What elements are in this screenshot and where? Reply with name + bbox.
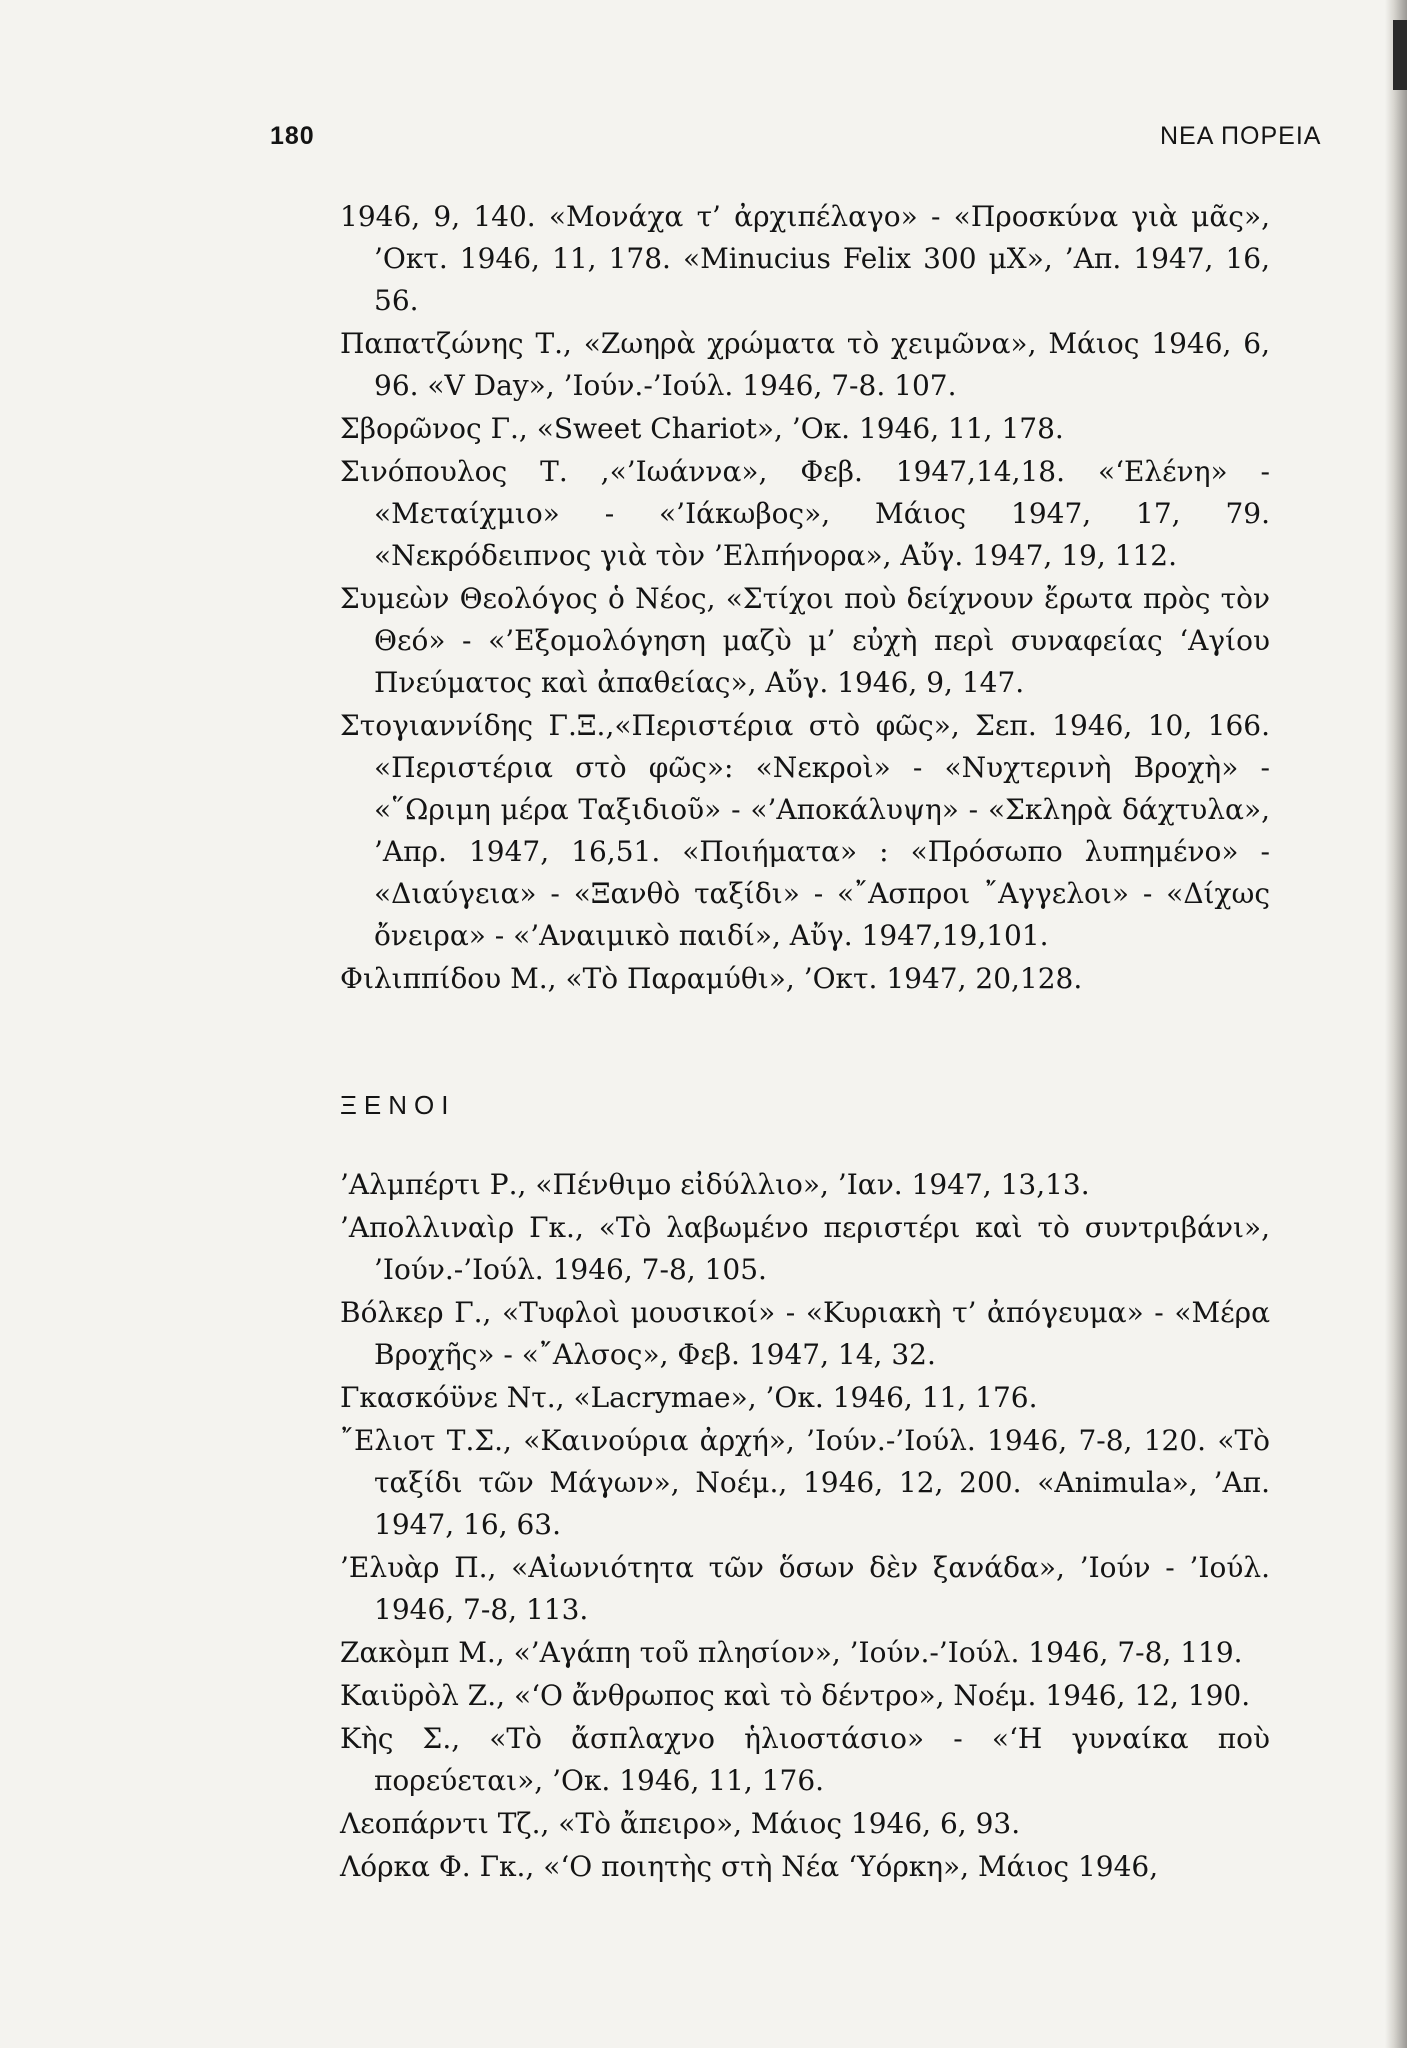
bibliography-entry: Γκασκόϋνε Ντ., «Lacrymae», ’Οκ. 1946, 11, 176. — [340, 1381, 1038, 1414]
running-title: ΝΕΑ ΠΟΡΕΙΑ — [1160, 122, 1322, 150]
bibliography-entry: ’Αλμπέρτι Ρ., «Πένθιμο εἰδύλλιο», ’Ιαν. 1947, 13,13. — [340, 1168, 1090, 1201]
bibliography-entry: Κὴς Σ., «Τὸ ἄσπλαχνο ἡλιοστάσιο» - «‘Η γυναίκα ποὺ πορεύεται», ’Οκ. 1946, 11, 176. — [340, 1722, 1270, 1797]
bibliography-entry: Φιλιππίδου Μ., «Τὸ Παραμύθι», ’Οκτ. 1947, 20,128. — [340, 962, 1083, 995]
page-header — [0, 122, 1407, 162]
bibliography-entry: Ζακὸμπ Μ., «’Αγάπη τοῦ πλησίον», ’Ιούν.-’Ιούλ. 1946, 7-8, 119. — [340, 1636, 1243, 1669]
bibliography-entry: ’Ελυὰρ Π., «Αἰωνιότητα τῶν ὅσων δὲν ξανάδα», ’Ιούν - ’Ιούλ. 1946, 7-8, 113. — [340, 1551, 1270, 1626]
bibliography-entry: Σβορῶνος Γ., «Sweet Chariot», ’Οκ. 1946, 11, 178. — [340, 412, 1064, 445]
binding-mark — [1393, 20, 1407, 90]
bibliography-entry: Συμεὼν Θεολόγος ὁ Νέος, «Στίχοι ποὺ δείχνουν ἔρωτα πρὸς τὸν Θεό» - «’Εξομολόγηση μαζὺ μ’ εὐχὴ περὶ συναφείας ‘Αγίου Πνεύματος καὶ ἀπαθείας», Αὔγ. 1946, 9, 147. — [340, 582, 1270, 699]
bibliography-entry: ’Απολλιναὶρ Γκ., «Τὸ λαβωμένο περιστέρι καὶ τὸ συντριβάνι», ’Ιούν.-’Ιούλ. 1946, 7-8, 105. — [340, 1211, 1270, 1286]
section-heading: ΞΕΝΟΙ — [340, 1090, 456, 1120]
bibliography-entry: Στογιαννίδης Γ.Ξ.,«Περιστέρια στὸ φῶς», Σεπ. 1946, 10, 166. «Περιστέρια στὸ φῶς»: «Νεκροὶ» - «Νυχτερινὴ Βροχὴ» - «῞Ωριμη μέρα Ταξιδιοῦ» - «’Αποκάλυψη» - «Σκληρὰ δάχτυλα», ’Απρ. 1947, 16,51. «Ποιήματα» : «Πρόσωπο λυπημένο» - «Διαύγεια» - «Ξανθὸ ταξίδι» - «῎Ασπροι ῎Αγγελοι» - «Δίχως ὄνειρα» - «’Αναιμικὸ παιδί», Αὔγ. 1947,19,101. — [340, 709, 1270, 952]
bibliography-entry: Βόλκερ Γ., «Τυφλοὶ μουσικοί» - «Κυριακὴ τ’ ἀπόγευμα» - «Μέρα Βροχῆς» - «῎Αλσος», Φεβ. 1947, 14, 32. — [340, 1296, 1270, 1371]
bibliography-entry: 1946, 9, 140. «Μονάχα τ’ ἀρχιπέλαγο» - «Προσκύνα γιὰ μᾶς», ’Οκτ. 1946, 11, 178. «Minucius Felix 300 μΧ», ’Απ. 1947, 16, 56. — [340, 200, 1270, 317]
bibliography-entry: ῎Ελιοτ Τ.Σ., «Καινούρια ἀρχή», ’Ιούν.-’Ιούλ. 1946, 7-8, 120. «Τὸ ταξίδι τῶν Μάγων», Νοέμ., 1946, 12, 200. «Animula», ’Απ. 1947, 16, 63. — [340, 1424, 1270, 1541]
bibliography-entry: Λόρκα Φ. Γκ., «‘Ο ποιητὴς στὴ Νέα ‘Υόρκη», Μάιος 1946, — [340, 1850, 1159, 1883]
bibliography-entry: Λεοπάρντι Τζ., «Τὸ ἄπειρο», Μάιος 1946, 6, 93. — [340, 1807, 1021, 1840]
bibliography-entry: Σινόπουλος Τ. ,«’Ιωάννα», Φεβ. 1947,14,18. «‘Ελένη» - «Μεταίχμιο» - «’Ιάκωβος», Μάιος 1947, 17, 79. «Νεκρόδειπνος γιὰ τὸν ’Ελπήνορα», Αὔγ. 1947, 19, 112. — [340, 455, 1270, 572]
bibliography-entry: Καιϋρὸλ Ζ., «‘Ο ἄνθρωπος καὶ τὸ δέντρο», Νοέμ. 1946, 12, 190. — [340, 1679, 1251, 1712]
bibliography-body — [340, 196, 1270, 1888]
page-number: 180 — [270, 122, 315, 150]
page-edge-shadow — [1385, 0, 1407, 2048]
bibliography-entry: Παπατζώνης Τ., «Ζωηρὰ χρώματα τὸ χειμῶνα», Μάιος 1946, 6, 96. «V Day», ’Ιούν.-’Ιούλ. 1946, 7-8. 107. — [340, 327, 1270, 402]
